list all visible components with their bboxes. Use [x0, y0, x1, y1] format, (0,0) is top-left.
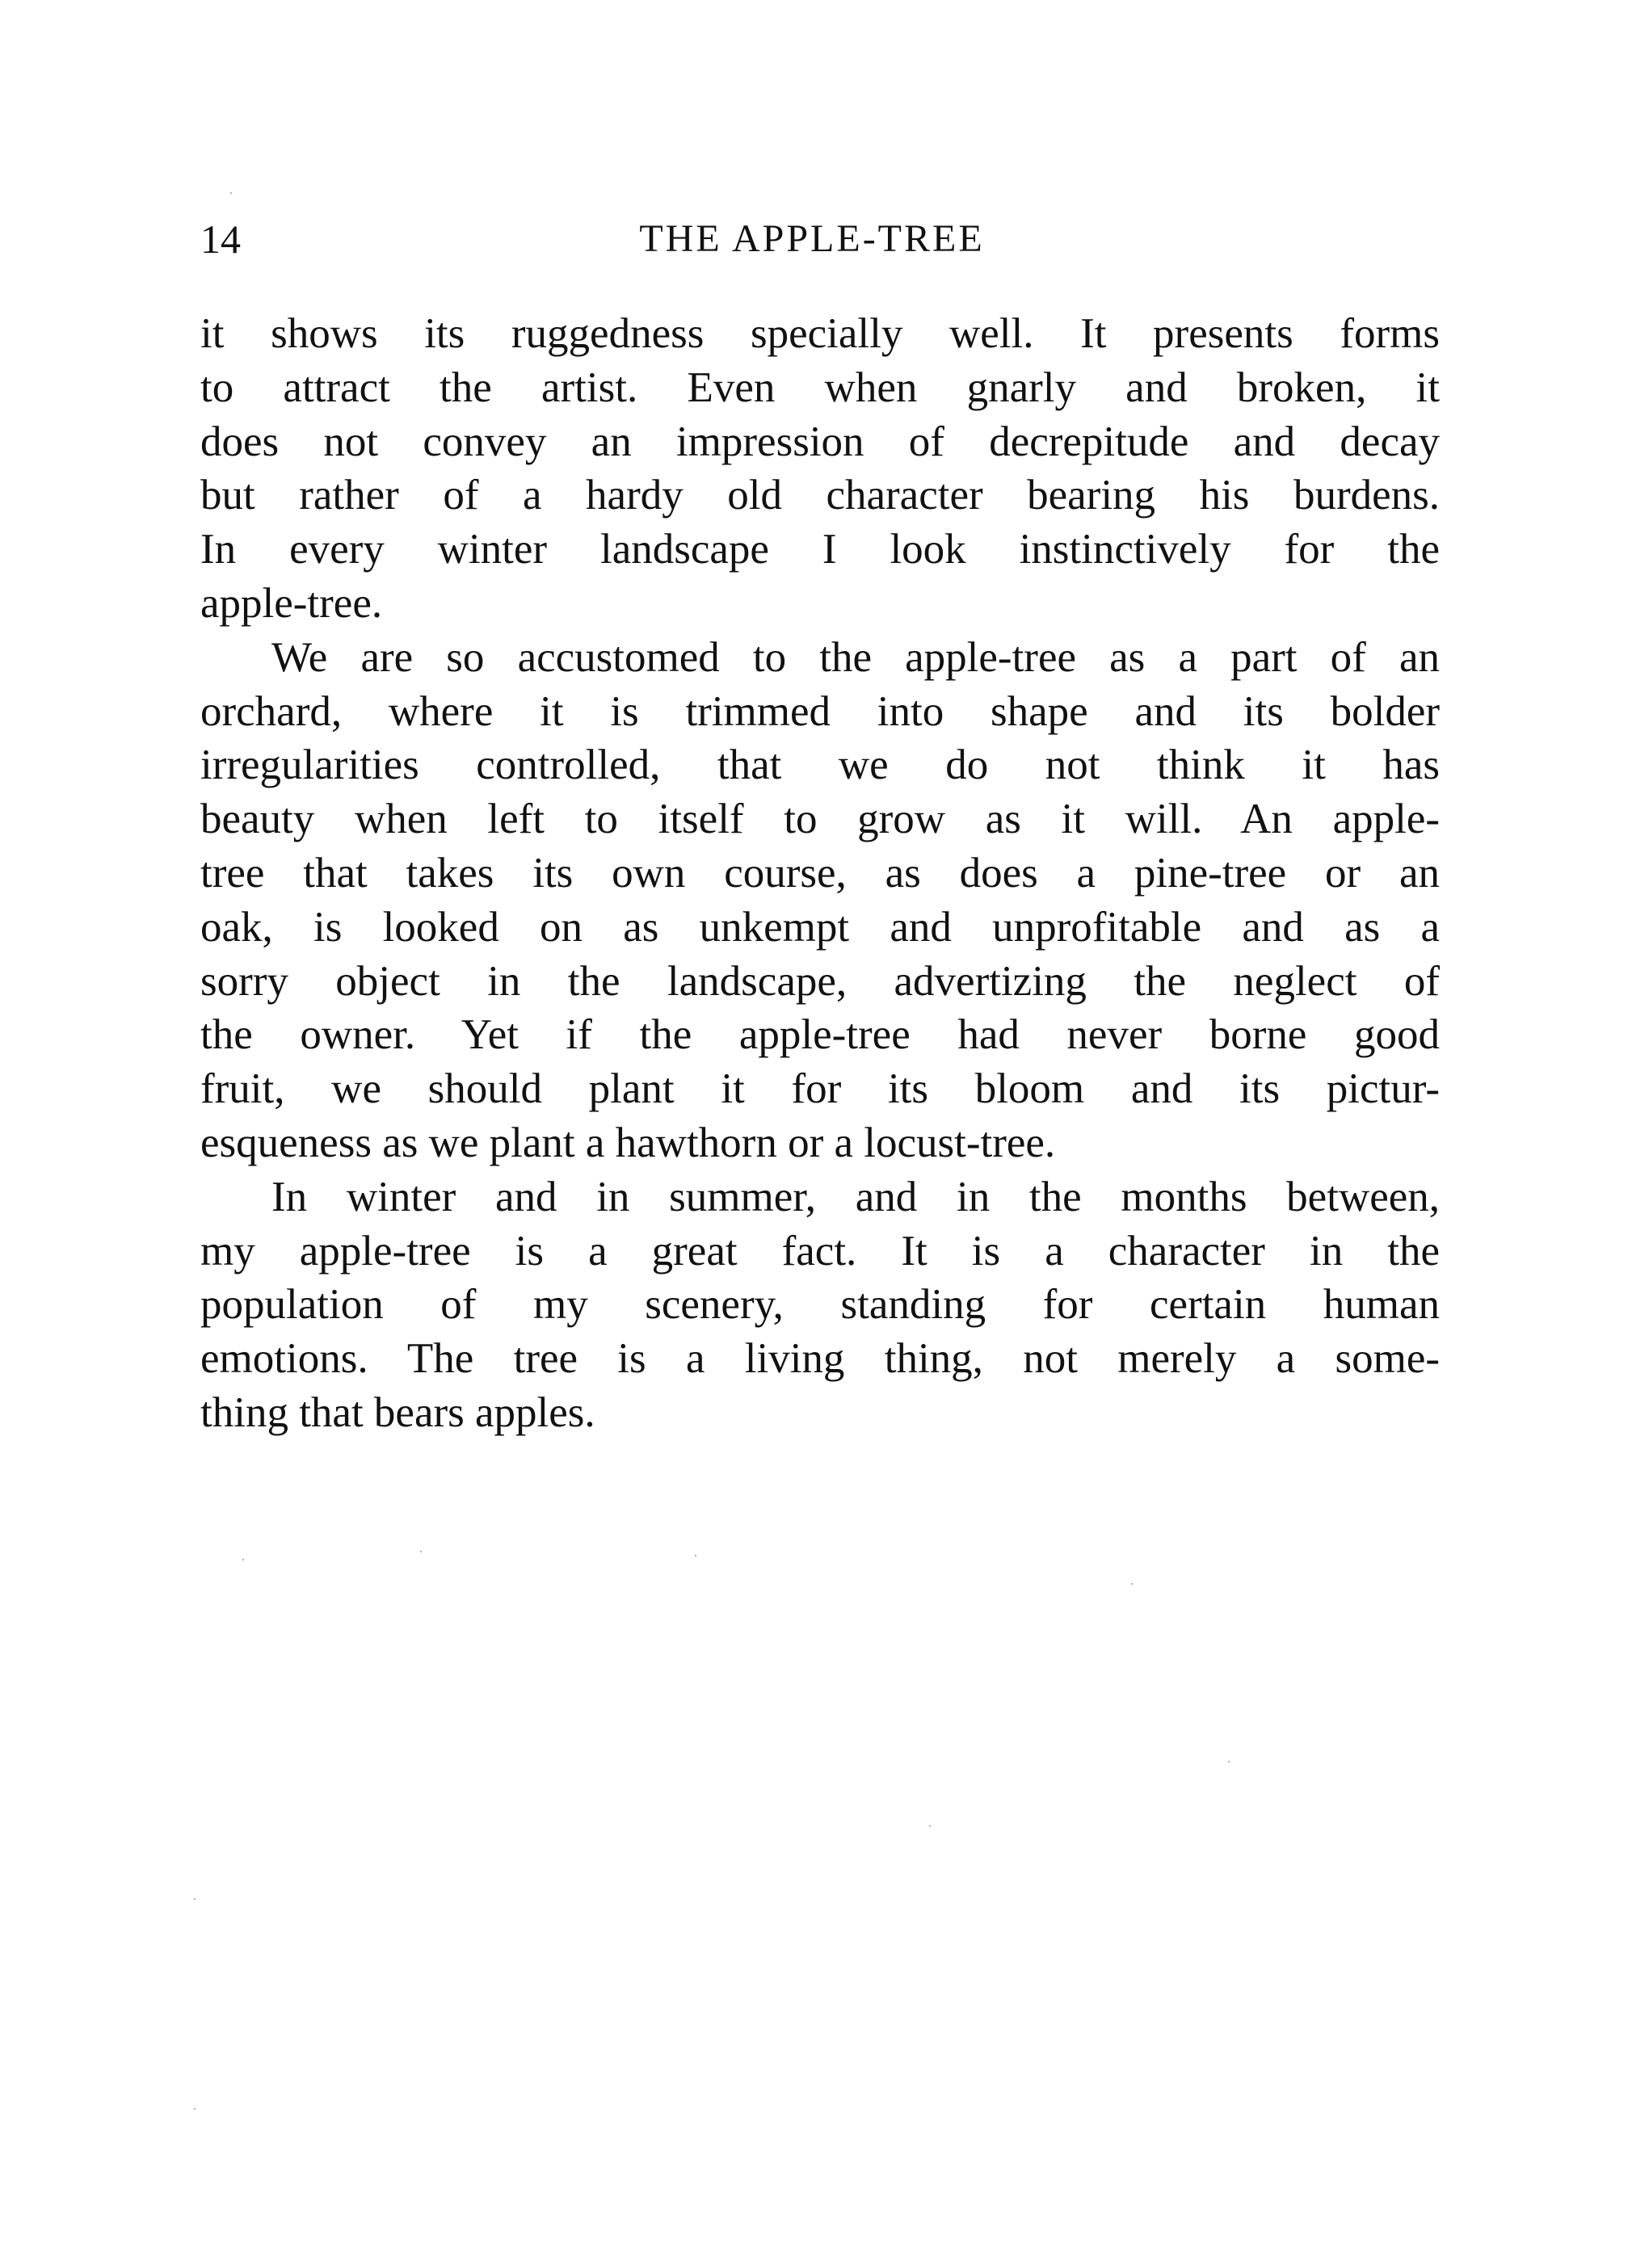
- text-line: to attract the artist. Even when gnarly and broken, it: [200, 363, 1440, 411]
- scan-speck: [194, 2108, 196, 2110]
- text-line: irregularities controlled, that we do not think it has: [200, 741, 1440, 789]
- page-number: 14: [200, 216, 241, 262]
- paragraph-3: [200, 1170, 1440, 1440]
- scan-speck: [420, 1551, 422, 1552]
- scan-speck: [242, 1559, 244, 1560]
- paragraph-1: [200, 307, 1440, 631]
- text-line: fruit, we should plant it for its bloom and its pictur-: [200, 1065, 1440, 1113]
- scan-speck: [695, 1555, 696, 1556]
- text-line: We are so accustomed to the apple-tree as a part of an: [271, 633, 1440, 681]
- scan-speck: [230, 192, 232, 194]
- text-line: beauty when left to itself to grow as it will. An apple-: [200, 796, 1440, 843]
- text-line: my apple-tree is a great fact. It is a character in the: [200, 1227, 1440, 1275]
- text-line: In winter and in summer, and in the months between,: [271, 1173, 1440, 1220]
- text-line: population of my scenery, standing for certain human: [200, 1281, 1440, 1329]
- text-line: In every winter landscape I look instinctively for the: [200, 526, 1440, 573]
- text-line: it shows its ruggedness specially well. It presents forms: [200, 310, 1440, 357]
- text-line: does not convey an impression of decrepitude and decay: [200, 418, 1440, 465]
- text-line: apple-tree.: [200, 579, 383, 627]
- scan-speck: [194, 1898, 196, 1900]
- text-line: the owner. Yet if the apple-tree had never borne good: [200, 1011, 1440, 1059]
- scan-speck: [1131, 1583, 1133, 1585]
- text-line: tree that takes its own course, as does a pine-tree or an: [200, 849, 1440, 897]
- text-line: but rather of a hardy old character bearing his burdens.: [200, 472, 1440, 519]
- running-head: [200, 216, 1440, 262]
- text-line: oak, is looked on as unkempt and unprofitable and as a: [200, 903, 1440, 951]
- text-line: esqueness as we plant a hawthorn or a locust-tree.: [200, 1119, 1056, 1166]
- scan-speck: [1228, 1761, 1230, 1762]
- paragraph-2: [200, 631, 1440, 1170]
- body-text: [200, 307, 1440, 1440]
- scan-speck: [929, 1825, 931, 1827]
- running-title: THE APPLE-TREE: [639, 217, 985, 260]
- text-line: emotions. The tree is a living thing, not merely a some-: [200, 1335, 1440, 1383]
- text-line: thing that bears apples.: [200, 1388, 595, 1436]
- text-line: sorry object in the landscape, advertizing the neglect of: [200, 957, 1440, 1005]
- text-line: orchard, where it is trimmed into shape and its bolder: [200, 687, 1440, 735]
